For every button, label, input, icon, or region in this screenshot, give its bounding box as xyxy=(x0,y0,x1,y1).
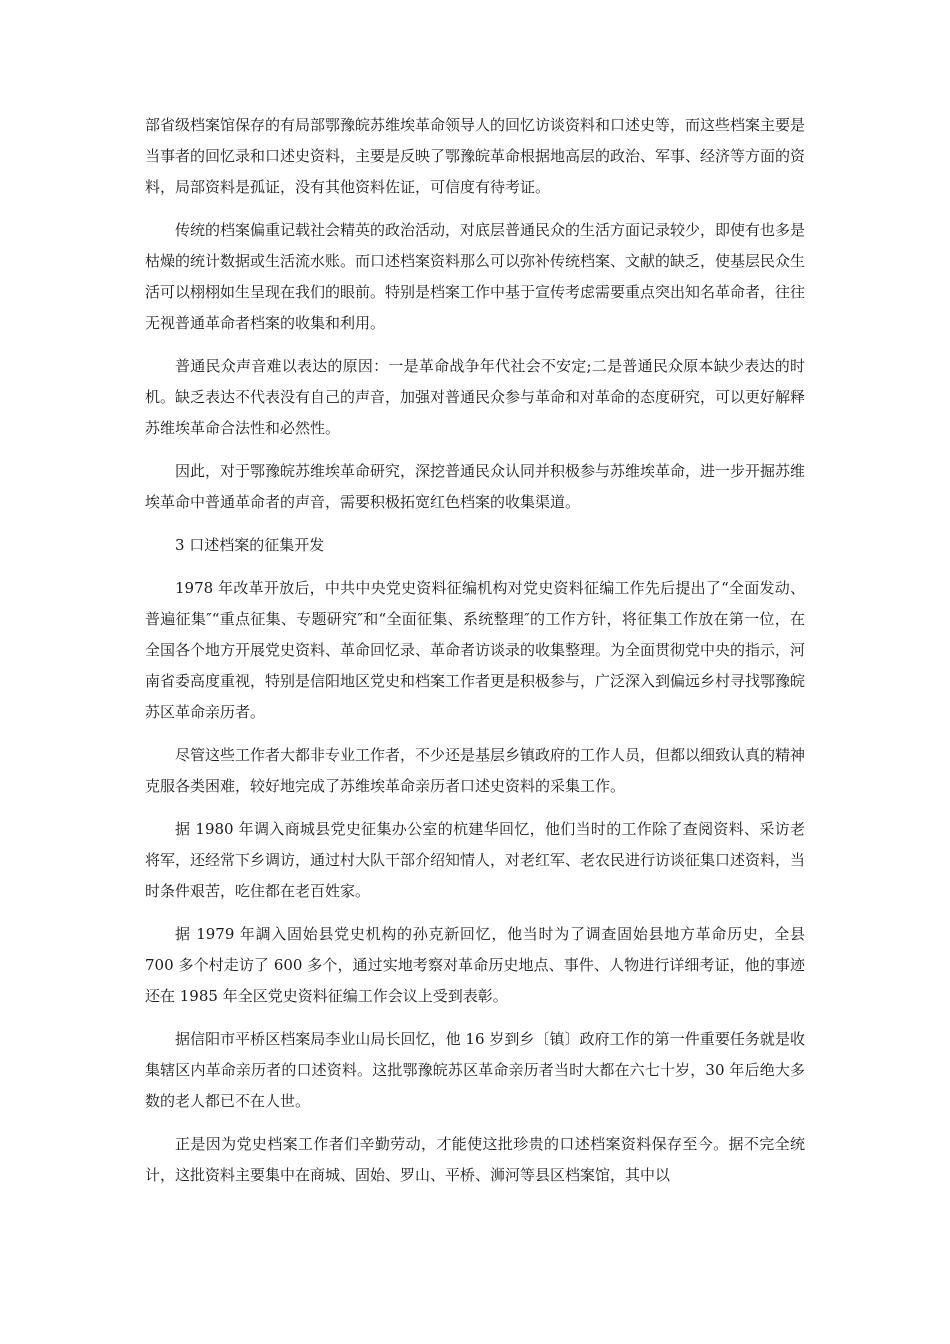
document-page xyxy=(145,110,805,1203)
paragraph-9: 据信阳市平桥区档案局李业山局长回忆，他 16 岁到乡〔镇〕政府工作的第一件重要任务就是收集辖区内革命亲历者的口述资料。这批鄂豫皖苏区革命亲历者当时大都在六七十岁，30 年后绝大多数的老人都已不在人世。 xyxy=(145,1030,805,1110)
section-heading: 3 口述档案的征集开发 xyxy=(175,536,325,554)
paragraph-6: 尽管这些工作者大都非专业工作者，不少还是基层乡镇政府的工作人员，但都以细致认真的精神克服各类困难，较好地完成了苏维埃革命亲历者口述史资料的采集工作。 xyxy=(145,746,806,795)
paragraph-10: 正是因为党史档案工作者们辛勤劳动，才能使这批珍贵的口述档案资料保存至今。据不完全统计，这批资料主要集中在商城、固始、罗山、平桥、浉河等县区档案馆，其中以 xyxy=(145,1135,805,1184)
paragraph-8: 据 1979 年調入固始县党史机构的孙克新回忆，他当时为了调查固始县地方革命历史，全县 700 多个村走访了 600 多个，通过实地考察对革命历史地点、事件、人物进行详细考证，他的事迹还在 1985 年全区党史资料征编工作会议上受到表彰。 xyxy=(145,925,805,1005)
paragraph-3: 普通民众声音难以表达的原因：一是革命战争年代社会不安定;二是普通民众原本缺少表达的时机。缺乏表达不代表没有自己的声音，加强对普通民众参与革命和对革命的态度研究，可以更好解释苏维埃革命合法性和必然性。 xyxy=(145,357,806,437)
paragraph-4: 因此，对于鄂豫皖苏维埃革命研究，深挖普通民众认同并积极参与苏维埃革命，进一步开掘苏维埃革命中普通革命者的声音，需要积极拓宽红色档案的收集渠道。 xyxy=(145,462,806,511)
paragraph-1: 部省级档案馆保存的有局部鄂豫皖苏维埃革命领导人的回忆访谈资料和口述史等，而这些档案主要是当事者的回忆录和口述史资料，主要是反映了鄂豫皖革命根据地高层的政治、军事、经济等方面的资料，局部资料是孤证，没有其他资料佐证，可信度有待考证。 xyxy=(145,116,806,196)
paragraph-7: 据 1980 年调入商城县党史征集办公室的杭建华回忆，他们当时的工作除了查阅资料、采访老将军，还经常下乡调访，通过村大队干部介绍知情人，对老红军、老农民进行访谈征集口述资料，当时条件艰苦，吃住都在老百姓家。 xyxy=(145,820,806,900)
paragraph-5: 1978 年改革开放后，中共中央党史资料征编机构对党史资料征编工作先后提出了“全面发动、普遍征集″“重点征集、专题研究″和“全面征集、系统整理″的工作方针，将征集工作放在第一位，在全国各个地方开展党史资料、革命回忆录、革命者访谈录的收集整理。为全面贯彻党中央的指示，河南省委高度重视，特别是信阳地区党史和档案工作者更是积极参与，广泛深入到偏远乡村寻找鄂豫皖苏区革命亲历者。 xyxy=(145,579,806,721)
paragraph-2: 传统的档案偏重记载社会精英的政治活动，对底层普通民众的生活方面记录较少，即使有也多是枯燥的统计数据或生活流水账。而口述档案资料那么可以弥补传统档案、文献的缺乏，使基层民众生活可以栩栩如生呈现在我们的眼前。特别是档案工作中基于宣传考虑需要重点突出知名革命者，往往无视普通革命者档案的收集和利用。 xyxy=(145,221,806,332)
